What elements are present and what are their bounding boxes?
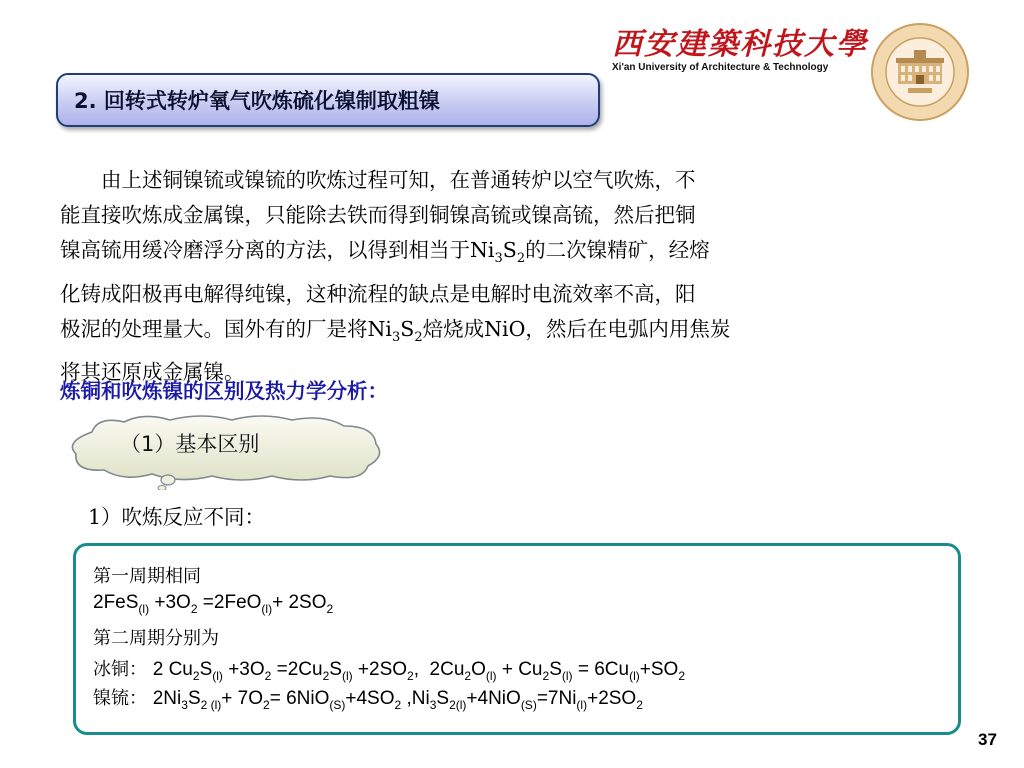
- equation-period1: $2FeS_{(l)} +3O_2 =2FeO_{(l)}+ 2SO_2$: [93, 592, 334, 616]
- paragraph-line: 能直接吹炼成金属镍，只能除去铁而得到铜镍高锍或镍高锍，然后把铜: [60, 203, 696, 228]
- period1-label: 第一周期相同: [93, 566, 201, 587]
- paragraph-line: 极泥的处理量大。国外有的厂是将$Ni_3S_2$焙烧成NiO，然后在电弧内用焦炭: [60, 316, 731, 345]
- period2-label: 第二周期分别为: [93, 628, 219, 649]
- equation-copper-matte: 冰铜： 2 $Cu_2S_{(l)} +3O_2 =2Cu_2S_{(l)} +2SO_2$, $2Cu_2O_{(l)} + Cu_2S_{(l)} = 6Cu_{(l)}+SO_2$: [93, 659, 685, 683]
- university-name-cn: 西安建築科技大學: [612, 27, 868, 62]
- paragraph-line: 镍高锍用缓冷磨浮分离的方法，以得到相当于$Ni_3S_2$的二次镍精矿，经熔: [60, 238, 710, 267]
- equations-box: [73, 543, 961, 735]
- list-item: 1）吹炼反应不同：: [88, 505, 266, 529]
- paragraph-line: 将其还原成金属镍。: [60, 360, 245, 385]
- university-seal-icon: [870, 22, 970, 122]
- section-title: 2. 回转式转炉氧气吹炼硫化镍制取粗镍: [74, 89, 440, 113]
- body-paragraph: [60, 163, 965, 390]
- university-logo: [612, 27, 868, 73]
- equation-nickel-matte: 镍锍： $2Ni_3S_{2 (l)}+ 7O_2= 6NiO_{(S)}+4SO_2$ $,Ni_3S_{2(l)}+4NiO_{(S)}=7Ni_{(l)}+2SO_2$: [93, 688, 643, 712]
- cloud-callout-label: （1）基本区别: [120, 432, 260, 456]
- paragraph-line: 由上述铜镍锍或镍锍的吹炼过程可知，在普通转炉以空气吹炼，不: [101, 168, 696, 192]
- subheading: 炼铜和吹炼镍的区别及热力学分析：: [60, 379, 388, 403]
- page-number: 37: [978, 730, 997, 749]
- section-title-box: [56, 73, 600, 127]
- paragraph-line: 化铸成阳极再电解得纯镍，这种流程的缺点是电解时电流效率不高，阳: [60, 281, 696, 306]
- university-name-en: Xi'an University of Architecture & Technology: [612, 62, 829, 73]
